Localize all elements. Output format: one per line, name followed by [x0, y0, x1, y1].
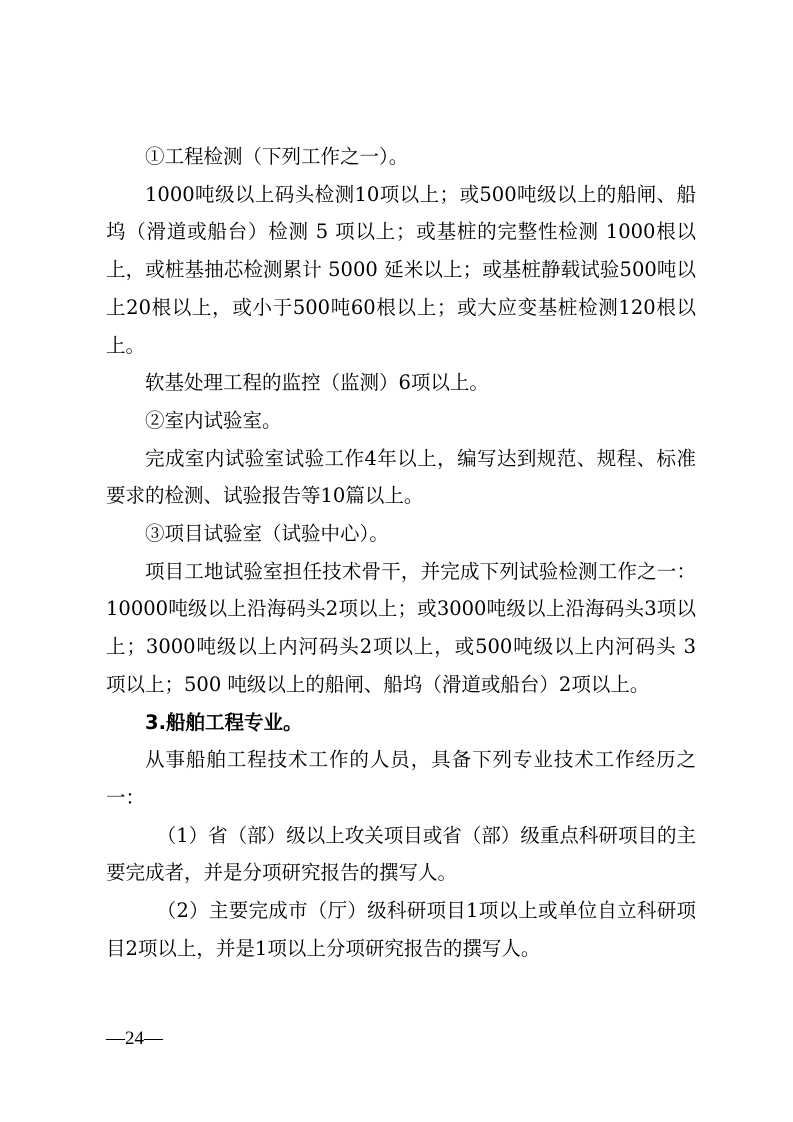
page-number: —24—: [106, 1028, 163, 1049]
item-3-project-lab: ③项目试验室（试验中心）。: [145, 522, 389, 546]
paragraph-testing-requirements: 1000吨级以上码头检测10项以上；或500吨级以上的船闸、船坞（滑道或船台）检测 5 项以上；或基桩的完整性检测 1000根以上，或桩基抽芯检测累计 5000 延米以上；或基桩静载试验500吨以上20根以上，或小于500吨60根以上；或大应变基桩检测120根以上。: [106, 182, 696, 357]
list-item-1: （1）省（部）级以上攻关项目或省（部）级重点科研项目的主要完成者，并是分项研究报告的撰写人。: [106, 823, 696, 885]
paragraph-project-lab-requirements: 项目工地试验室担任技术骨干，并完成下列试验检测工作之一：10000吨级以上沿海码头2项以上；或3000吨级以上沿海码头3项以上；3000吨级以上内河码头2项以上，或500吨级以上内河码头 3 项以上；500 吨级以上的船闸、船坞（滑道或船台）2项以上。: [106, 559, 696, 696]
item-2-indoor-lab: ②室内试验室。: [145, 408, 282, 432]
section-heading-ship-engineering: 3.船舶工程专业。: [145, 710, 303, 734]
paragraph-indoor-lab-requirements: 完成室内试验室试验工作4年以上，编写达到规范、规程、标准要求的检测、试验报告等10篇以上。: [106, 446, 696, 508]
document-body: [106, 138, 696, 967]
item-1-engineering-testing: ①工程检测（下列工作之一）。: [145, 145, 409, 168]
list-item-2: （2）主要完成市（厅）级科研项目1项以上或单位自立科研项目2项以上，并是1项以上分项研究报告的撰写人。: [106, 899, 696, 960]
paragraph-soft-foundation: 软基处理工程的监控（监测）6项以上。: [145, 371, 489, 395]
paragraph-ship-engineering-intro: 从事船舶工程技术工作的人员，具备下列专业技术工作经历之一：: [106, 748, 696, 809]
